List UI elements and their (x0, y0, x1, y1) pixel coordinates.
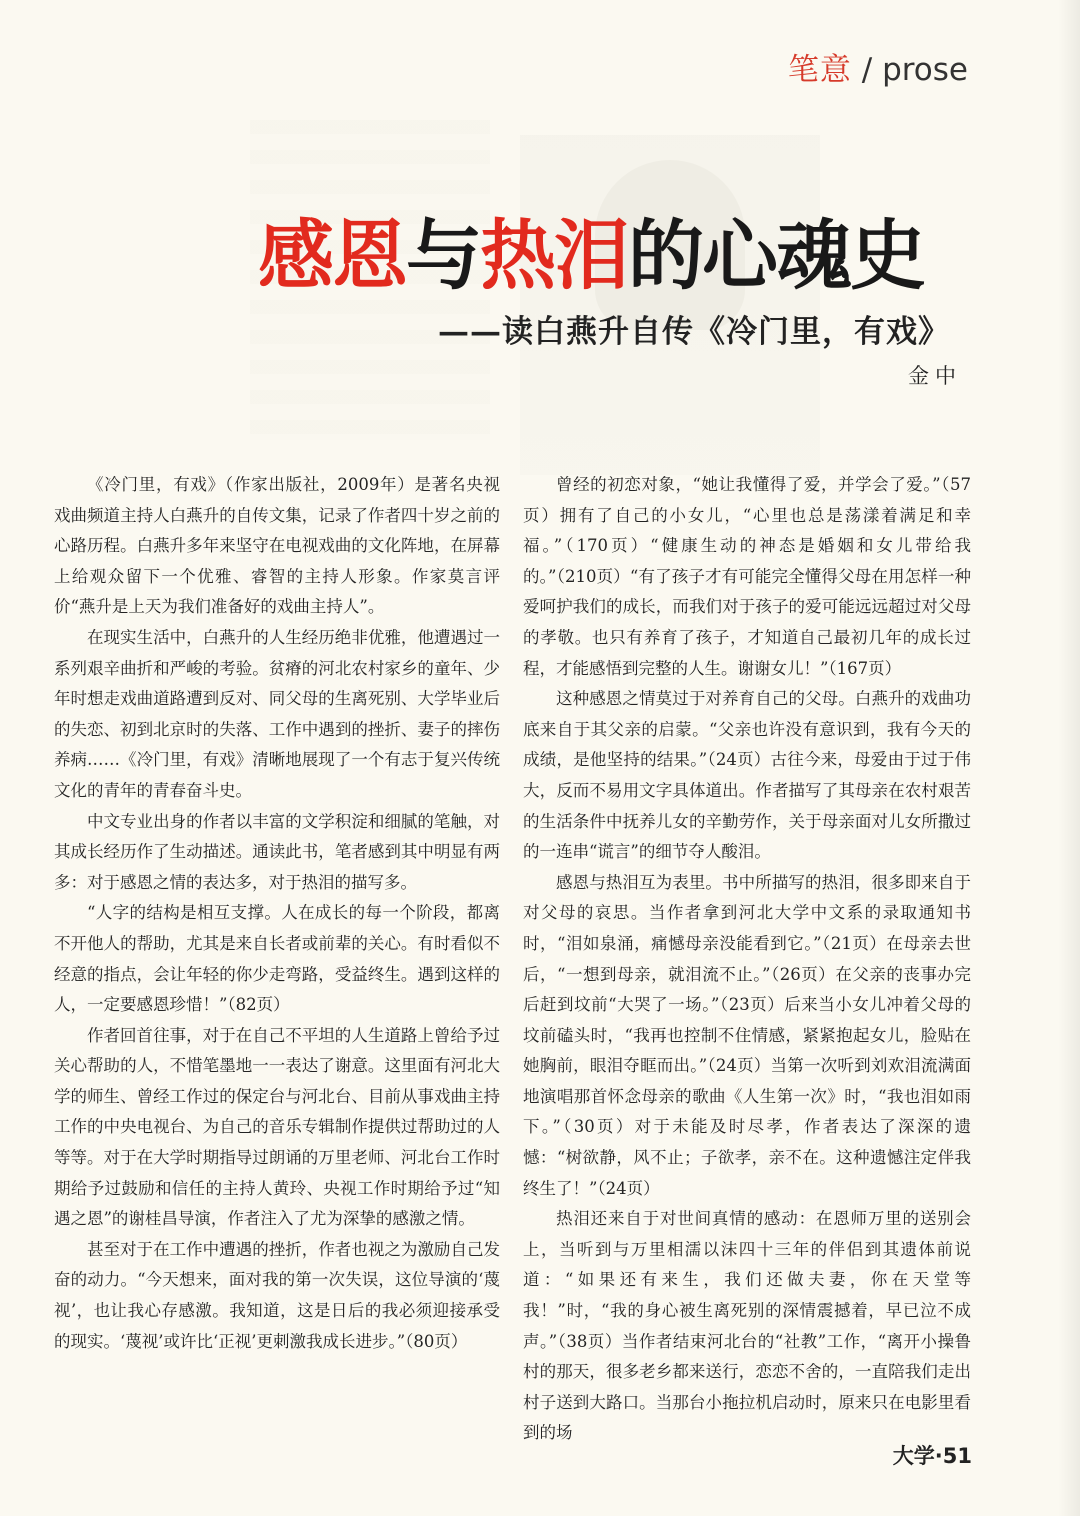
right-column (523, 470, 971, 1449)
title-part-1: 感恩 (258, 211, 406, 300)
section-separator: / (861, 52, 873, 88)
article-title (258, 206, 924, 306)
article-subtitle: ——读白燕升自传《冷门里，有戏》 (438, 314, 950, 350)
paragraph: 《冷门里，有戏》（作家出版社，2009年）是著名央视戏曲频道主持人白燕升的自传文集，记录了作者四十岁之前的心路历程。白燕升多年来坚守在电视戏曲的文化阵地，在屏幕上给观众留下一个优雅、睿智的主持人形象。作家莫言评价“燕升是上天为我们准备好的戏曲主持人”。 (54, 475, 500, 617)
section-label-cn: 笔意 (787, 52, 852, 88)
title-part-3: 热泪 (480, 211, 628, 300)
paragraph: 感恩与热泪互为表里。书中所描写的热泪，很多即来自于对父母的哀思。当作者拿到河北大学中文系的录取通知书时，“泪如泉涌，痛憾母亲没能看到它。”（21页）在母亲去世后，“一想到母亲，就泪流不止。”（26页）在父亲的丧事办完后赶到坟前“大哭了一场。”（23页）后来当小女儿冲着父母的坟前磕头时，“我再也控制不住情感，紧紧抱起女儿，脸贴在她胸前，眼泪夺眶而出。”（24页）当第一次听到刘欢泪流满面地演唱那首怀念母亲的歌曲《人生第一次》时，“我也泪如雨下。”（30页）对于未能及时尽孝，作者表达了深深的遗憾：“树欲静，风不止；子欲孝，亲不在。这种遗憾注定伴我终生了！”（24页） (523, 872, 971, 1198)
page-edge-shadow (1058, 0, 1080, 1516)
section-label-en: prose (882, 52, 968, 88)
paragraph: 这种感恩之情莫过于对养育自己的父母。白燕升的戏曲功底来自于其父亲的启蒙。“父亲也许没有意识到，我有今天的成绩，是他坚持的结果。”（24页）古往今来，母爱由于过于伟大，反而不易用文字具体道出。作者描写了其母亲在农村艰苦的生活条件中抚养儿女的辛勤劳作，关于母亲面对儿女所撒过的一连串“谎言”的细节夺人酸泪。 (523, 689, 971, 862)
paragraph: 作者回首往事，对于在自己不平坦的人生道路上曾给予过关心帮助的人，不惜笔墨地一一表达了谢意。这里面有河北大学的师生、曾经工作过的保定台与河北台、目前从事戏曲主持工作的中央电视台、为自己的音乐专辑制作提供过帮助过的人等等。对于在大学时期指导过朗诵的万里老师、河北台工作时期给予过鼓励和信任的主持人黄玲、央视工作时期给予过“知遇之恩”的谢桂昌导演，作者注入了尤为深挚的感激之情。 (54, 1025, 500, 1229)
paragraph: 热泪还来自于对世间真情的感动：在恩师万里的送别会上，当听到与万里相濡以沫四十三年的伴侣到其遗体前说道：“如果还有来生，我们还做夫妻，你在天堂等我！”时，“我的身心被生离死别的深情震撼着，早已泣不成声。”（38页）当作者结束河北台的“社教”工作，“离开小操鲁村的那天，很多老乡都来送行，恋恋不舍的，一直陪我们走出村子送到大路口。当那台小拖拉机启动时，原来只在电影里看到的场 (523, 1209, 971, 1443)
title-part-4: 的心魂史 (628, 211, 924, 300)
paragraph: “人字的结构是相互支撑。人在成长的每一个阶段，都离不开他人的帮助，尤其是来自长者或前辈的关心。有时看似不经意的指点，会让年轻的你少走弯路，受益终生。遇到这样的人，一定要感恩珍惜！”（82页） (54, 903, 500, 1015)
title-part-2: 与 (406, 211, 480, 300)
paragraph: 曾经的初恋对象，“她让我懂得了爱，并学会了爱。”（57页）拥有了自己的小女儿，“心里也总是荡漾着满足和幸福。”（170页）“健康生动的神态是婚姻和女儿带给我的。”（210页）“有了孩子才有可能完全懂得父母在用怎样一种爱呵护我们的成长，而我们对于孩子的爱可能远远超过对父母的孝敬。也只有养育了孩子，才知道自己最初几年的成长过程，才能感悟到完整的人生。谢谢女儿！”（167页） (523, 475, 971, 678)
paragraph: 在现实生活中，白燕升的人生经历绝非优雅，他遭遇过一系列艰辛曲折和严峻的考验。贫瘠的河北农村家乡的童年、少年时想走戏曲道路遭到反对、同父母的生离死别、大学毕业后的失恋、初到北京时的失落、工作中遇到的挫折、妻子的摔伤养病……《冷门里，有戏》清晰地展现了一个有志于复兴传统文化的青年的青春奋斗史。 (54, 627, 500, 800)
paragraph: 中文专业出身的作者以丰富的文学积淀和细腻的笔触，对其成长经历作了生动描述。通读此书，笔者感到其中明显有两多：对于感恩之情的表达多，对于热泪的描写多。 (54, 811, 500, 892)
article-author: 金中 (908, 364, 962, 388)
section-header (788, 44, 968, 89)
left-column (54, 470, 500, 1357)
paragraph: 甚至对于在工作中遭遇的挫折，作者也视之为激励自己发奋的动力。“今天想来，面对我的第一次失误，这位导演的‘蔑视’，也让我心存感激。我知道，这是日后的我必须迎接承受的现实。‘蔑视’或许比‘正视’更刺激我成长进步。”（80页） (54, 1239, 500, 1351)
page-number: 大学·51 (892, 1444, 972, 1468)
